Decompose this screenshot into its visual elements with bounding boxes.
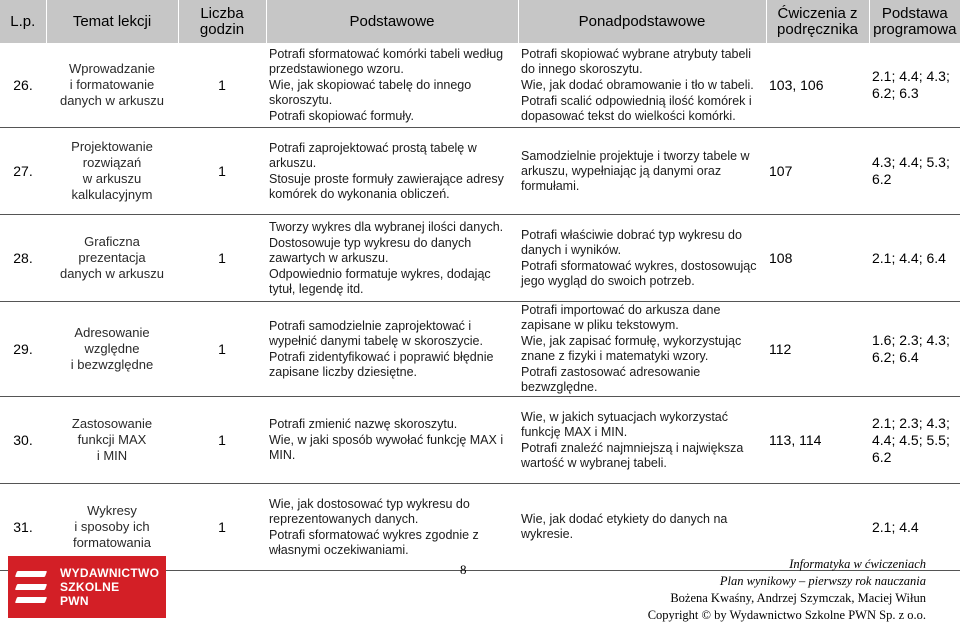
row-number: 30. xyxy=(0,397,46,484)
lesson-topic xyxy=(46,215,178,302)
footer-title: Informatyka w ćwiczeniach xyxy=(789,557,926,571)
lesson-topic xyxy=(46,128,178,215)
topic-line: Wykresy xyxy=(87,503,137,518)
topic-line: względne xyxy=(84,341,140,356)
requirement-item: Wie, w jaki sposób wywołać funkcję MAX i MIN. xyxy=(269,433,504,462)
requirement-item: Potrafi zaprojektować prostą tabelę w arkuszu. xyxy=(269,140,477,170)
topic-line: rozwiązań xyxy=(82,155,142,170)
topic-line: danych w arkuszu xyxy=(59,266,165,281)
table-row xyxy=(0,43,960,128)
requirement-item: Wie, jak dodać etykiety do danych na wykresie. xyxy=(521,512,728,541)
advanced-requirements xyxy=(518,128,766,215)
topic-line: Wprowadzanie xyxy=(69,61,155,76)
page-number: 8 xyxy=(460,562,467,577)
topic-line: funkcji MAX xyxy=(77,432,147,447)
textbook-exercises: 113, 114 xyxy=(766,397,869,484)
hours-count: 1 xyxy=(178,397,266,484)
requirement-item: Wie, w jakich sytuacjach wykorzystać funkcję MAX i MIN. xyxy=(521,409,729,439)
advanced-requirements xyxy=(518,302,766,397)
curriculum-codes: 2.1; 4.4; 6.4 xyxy=(869,215,960,302)
topic-line: Adresowanie xyxy=(74,325,150,340)
hours-count: 1 xyxy=(178,43,266,128)
topic-line: Projektowanie xyxy=(71,139,153,154)
requirement-item: Odpowiednio formatuje wykres, dodając tytuł, legendę itd. xyxy=(269,266,491,296)
basic-requirements xyxy=(266,397,518,484)
row-number: 29. xyxy=(0,302,46,397)
publisher-logo xyxy=(8,556,166,618)
topic-line: i bezwzględne xyxy=(70,357,154,372)
requirement-item: Potrafi zmienić nazwę skoroszytu. xyxy=(269,417,458,431)
header-basic: Podstawowe xyxy=(266,0,518,43)
table-row xyxy=(0,128,960,215)
footer-subtitle: Plan wynikowy – pierwszy rok nauczania xyxy=(719,574,926,588)
requirement-item: Potrafi znaleźć najmniejszą i największa wartość w wybranej tabeli. xyxy=(521,440,744,470)
requirement-item: Potrafi właściwie dobrać typ wykresu do danych i wyników. xyxy=(521,227,742,257)
topic-line: formatowania xyxy=(72,535,152,550)
row-number: 31. xyxy=(0,484,46,571)
logo-mark-icon xyxy=(16,567,50,607)
header-advanced: Ponadpodstawowe xyxy=(518,0,766,43)
topic-line: kalkulacyjnym xyxy=(71,187,153,202)
row-number: 27. xyxy=(0,128,46,215)
requirement-item: Potrafi skopiować wybrane atrybuty tabeli do innego skoroszytu. xyxy=(521,46,751,76)
header-hours: Liczba godzin xyxy=(178,0,266,43)
requirement-item: Potrafi skopiować formuły. xyxy=(269,108,414,123)
curriculum-codes: 2.1; 2.3; 4.3; 4.4; 4.5; 5.5; 6.2 xyxy=(869,397,960,484)
requirement-item: Potrafi sformatować wykres zgodnie z własnymi oczekiwaniami. xyxy=(269,527,479,557)
requirement-item: Wie, jak dostosować typ wykresu do reprezentowanych danych. xyxy=(269,496,470,526)
requirement-item: Potrafi scalić odpowiednią ilość komórek i dopasować tekst do wielkości komórki. xyxy=(521,93,752,123)
curriculum-codes: 1.6; 2.3; 4.3; 6.2; 6.4 xyxy=(869,302,960,397)
requirement-item: Potrafi importować do arkusza dane zapisane w pliku tekstowym. xyxy=(521,303,721,332)
topic-line: Zastosowanie xyxy=(71,416,153,431)
basic-requirements xyxy=(266,128,518,215)
header-lp: L.p. xyxy=(0,0,46,43)
hours-count: 1 xyxy=(178,484,266,571)
requirement-item: Wie, jak zapisać formułę, wykorzystując znane z fizyki i matematyki wzory. xyxy=(521,334,742,363)
curriculum-codes: 2.1; 4.4 xyxy=(869,484,960,571)
topic-line: Graficzna xyxy=(84,234,140,249)
textbook-exercises: 107 xyxy=(766,128,869,215)
requirement-item: Samodzielnie projektuje i tworzy tabele w arkuszu, wypełniając ją danymi oraz formułami. xyxy=(521,148,750,193)
requirement-item: Tworzy wykres dla wybranej ilości danych. xyxy=(269,219,504,234)
requirement-item: Stosuje proste formuły zawierające adresy komórek do wykonania obliczeń. xyxy=(269,171,504,201)
topic-line: i sposoby ich xyxy=(74,519,150,534)
requirement-item: Dostosowuje typ wykresu do danych zawartych w arkuszu. xyxy=(269,235,472,265)
table-body xyxy=(0,43,960,571)
requirement-item: Wie, jak skopiować tabelę do innego skoroszytu. xyxy=(269,77,472,107)
table-row xyxy=(0,215,960,302)
advanced-requirements xyxy=(518,397,766,484)
table-row xyxy=(0,397,960,484)
requirement-item: Wie, jak dodać obramowanie i tło w tabeli. xyxy=(521,77,754,92)
textbook-exercises: 103, 106 xyxy=(766,43,869,128)
hours-count: 1 xyxy=(178,302,266,397)
footer-authors: Bożena Kwaśny, Andrzej Szymczak, Maciej Wiłun xyxy=(670,591,926,605)
advanced-requirements xyxy=(518,43,766,128)
curriculum-codes: 4.3; 4.4; 5.3; 6.2 xyxy=(869,128,960,215)
basic-requirements xyxy=(266,215,518,302)
requirement-item: Potrafi samodzielnie zaprojektować i wypełnić danymi tabelę w skoroszycie. xyxy=(269,318,483,348)
footer-copyright: Copyright © by Wydawnictwo Szkolne PWN Sp. z o.o. xyxy=(647,608,926,622)
lesson-topic xyxy=(46,397,178,484)
curriculum-codes: 2.1; 4.4; 4.3; 6.2; 6.3 xyxy=(869,43,960,128)
row-number: 26. xyxy=(0,43,46,128)
lesson-topic xyxy=(46,43,178,128)
advanced-requirements xyxy=(518,215,766,302)
logo-text: WYDAWNICTWO SZKOLNE PWN xyxy=(60,566,160,608)
lesson-topic xyxy=(46,302,178,397)
footer-credits xyxy=(648,556,926,624)
hours-count: 1 xyxy=(178,128,266,215)
topic-line: danych w arkuszu xyxy=(59,93,165,108)
requirement-item: Potrafi sformatować komórki tabeli według przedstawionego wzoru. xyxy=(269,46,504,76)
requirement-item: Potrafi zidentyfikować i poprawić błędnie zapisane liczby dziesiętne. xyxy=(269,349,494,379)
header-program: Podstawa programowa xyxy=(869,0,960,43)
table-row xyxy=(0,302,960,397)
basic-requirements xyxy=(266,484,518,571)
topic-line: prezentacja xyxy=(78,250,146,265)
topic-line: i formatowanie xyxy=(69,77,155,92)
textbook-exercises: 112 xyxy=(766,302,869,397)
requirement-item: Potrafi sformatować wykres, dostosowując jego wygląd do swoich potrzeb. xyxy=(521,258,757,288)
hours-count: 1 xyxy=(178,215,266,302)
basic-requirements xyxy=(266,302,518,397)
topic-line: w arkuszu xyxy=(82,171,142,186)
row-number: 28. xyxy=(0,215,46,302)
header-topic: Temat lekcji xyxy=(46,0,178,43)
topic-line: i MIN xyxy=(96,448,128,463)
table-header-row xyxy=(0,0,960,43)
requirement-item: Potrafi zastosować adresowanie bezwzględne. xyxy=(521,365,701,394)
header-exercises: Ćwiczenia z podręcznika xyxy=(766,0,869,43)
textbook-exercises: 108 xyxy=(766,215,869,302)
basic-requirements xyxy=(266,43,518,128)
